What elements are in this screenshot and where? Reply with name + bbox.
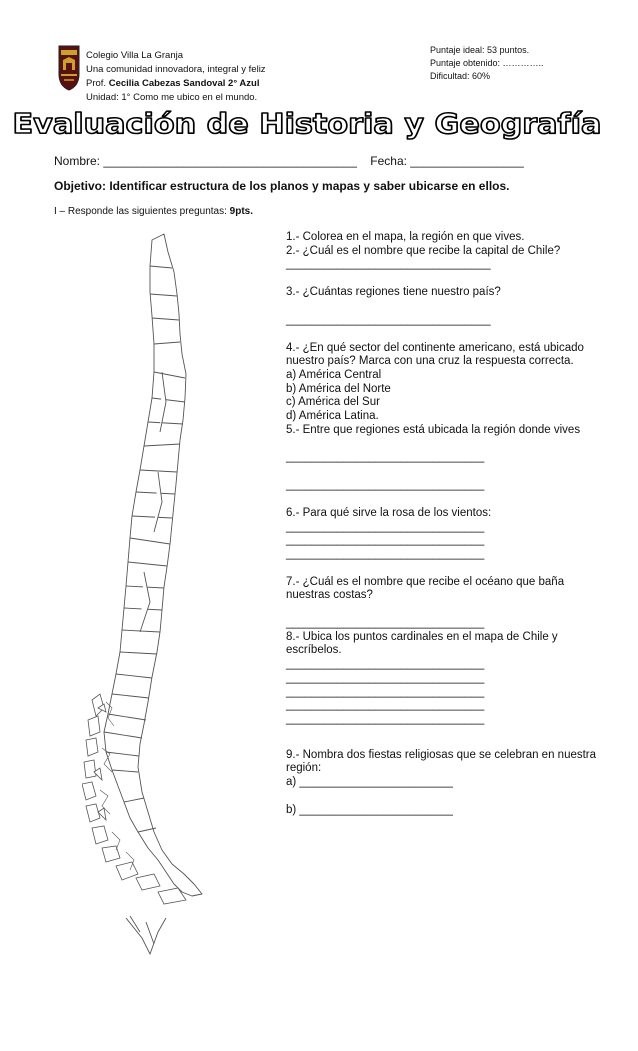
instruction: I – Responde las siguientes preguntas: 9pts. [54, 206, 254, 217]
answer-line[interactable]: _______________________________ [286, 671, 485, 684]
answer-line[interactable]: _______________________________ [286, 685, 485, 698]
teacher-name: Cecilia Cabezas Sandoval 2° Azul [108, 78, 260, 89]
answer-line[interactable]: _______________________________ [286, 451, 485, 464]
questions-column [286, 231, 606, 818]
school-crest-icon [58, 44, 80, 91]
question-1: 1.- Colorea en el mapa, la región en que vives. [286, 231, 525, 243]
option-c[interactable]: c) América del Sur [286, 396, 380, 409]
question-3: 3.- ¿Cuántas regiones tiene nuestro país? [286, 286, 501, 299]
objective: Objetivo: Identificar estructura de los planos y mapas y saber ubicarse en ellos. [54, 179, 510, 193]
question-4: 4.- ¿En qué sector del continente americano, está ubicado nuestro país? Marca con una cruz la respuesta correcta. [286, 341, 584, 368]
title-text: Evaluación de Historia y Geografía [12, 107, 602, 140]
difficulty: Dificultad: 60% [430, 71, 491, 81]
answer-line[interactable]: _______________________________ [286, 520, 485, 533]
answer-line-b[interactable]: b) ________________________ [286, 803, 453, 816]
answer-line[interactable]: ________________________________ [286, 313, 491, 326]
option-d[interactable]: d) América Latina. [286, 410, 379, 423]
school-info [86, 49, 326, 105]
ideal-score: Puntaje ideal: 53 puntos. [430, 45, 530, 55]
answer-line[interactable]: _______________________________ [286, 479, 485, 492]
obtained-score: Puntaje obtenido: ………….. [430, 58, 544, 68]
instruction-points: 9pts. [229, 206, 254, 217]
question-6: 6.- Para qué sirve la rosa de los vientos: [286, 506, 492, 519]
answer-line[interactable]: _______________________________ [286, 658, 485, 671]
score-info [430, 44, 544, 83]
answer-line[interactable]: _______________________________ [286, 617, 485, 630]
answer-line[interactable]: ________________________________ [286, 258, 491, 271]
question-5: 5.- Entre que regiones está ubicada la región donde vives [286, 423, 581, 436]
teacher-line: Prof. Cecilia Cabezas Sandoval 2° Azul [86, 78, 260, 89]
answer-line[interactable]: _______________________________ [286, 699, 485, 712]
school-name: Colegio Villa La Granja [86, 50, 183, 61]
answer-line[interactable]: _______________________________ [286, 712, 485, 725]
student-name-date-line: Nombre: ______________________________________ Fecha: _________________ [54, 154, 524, 168]
page-title [0, 103, 638, 143]
question-9: 9.- Nombra dos fiestas religiosas que se celebran en nuestra región: [286, 748, 597, 775]
question-7: 7.- ¿Cuál es el nombre que recibe el océano que baña nuestras costas? [286, 575, 565, 602]
option-b[interactable]: b) América del Norte [286, 382, 391, 395]
school-motto: Una comunidad innovadora, integral y feliz [86, 64, 266, 75]
answer-line[interactable]: _______________________________ [286, 534, 485, 547]
option-a[interactable]: a) América Central [286, 368, 382, 381]
question-8: 8.- Ubica los puntos cardinales en el mapa de Chile y escríbelos. [286, 630, 558, 657]
unit-line: Unidad: 1° Como me ubico en el mundo. [86, 92, 258, 103]
answer-line[interactable]: _______________________________ [286, 547, 485, 560]
answer-line-a[interactable]: a) ________________________ [286, 776, 453, 789]
question-2: 2.- ¿Cuál es el nombre que recibe la capital de Chile? [286, 244, 561, 257]
chile-map[interactable] [82, 232, 287, 960]
